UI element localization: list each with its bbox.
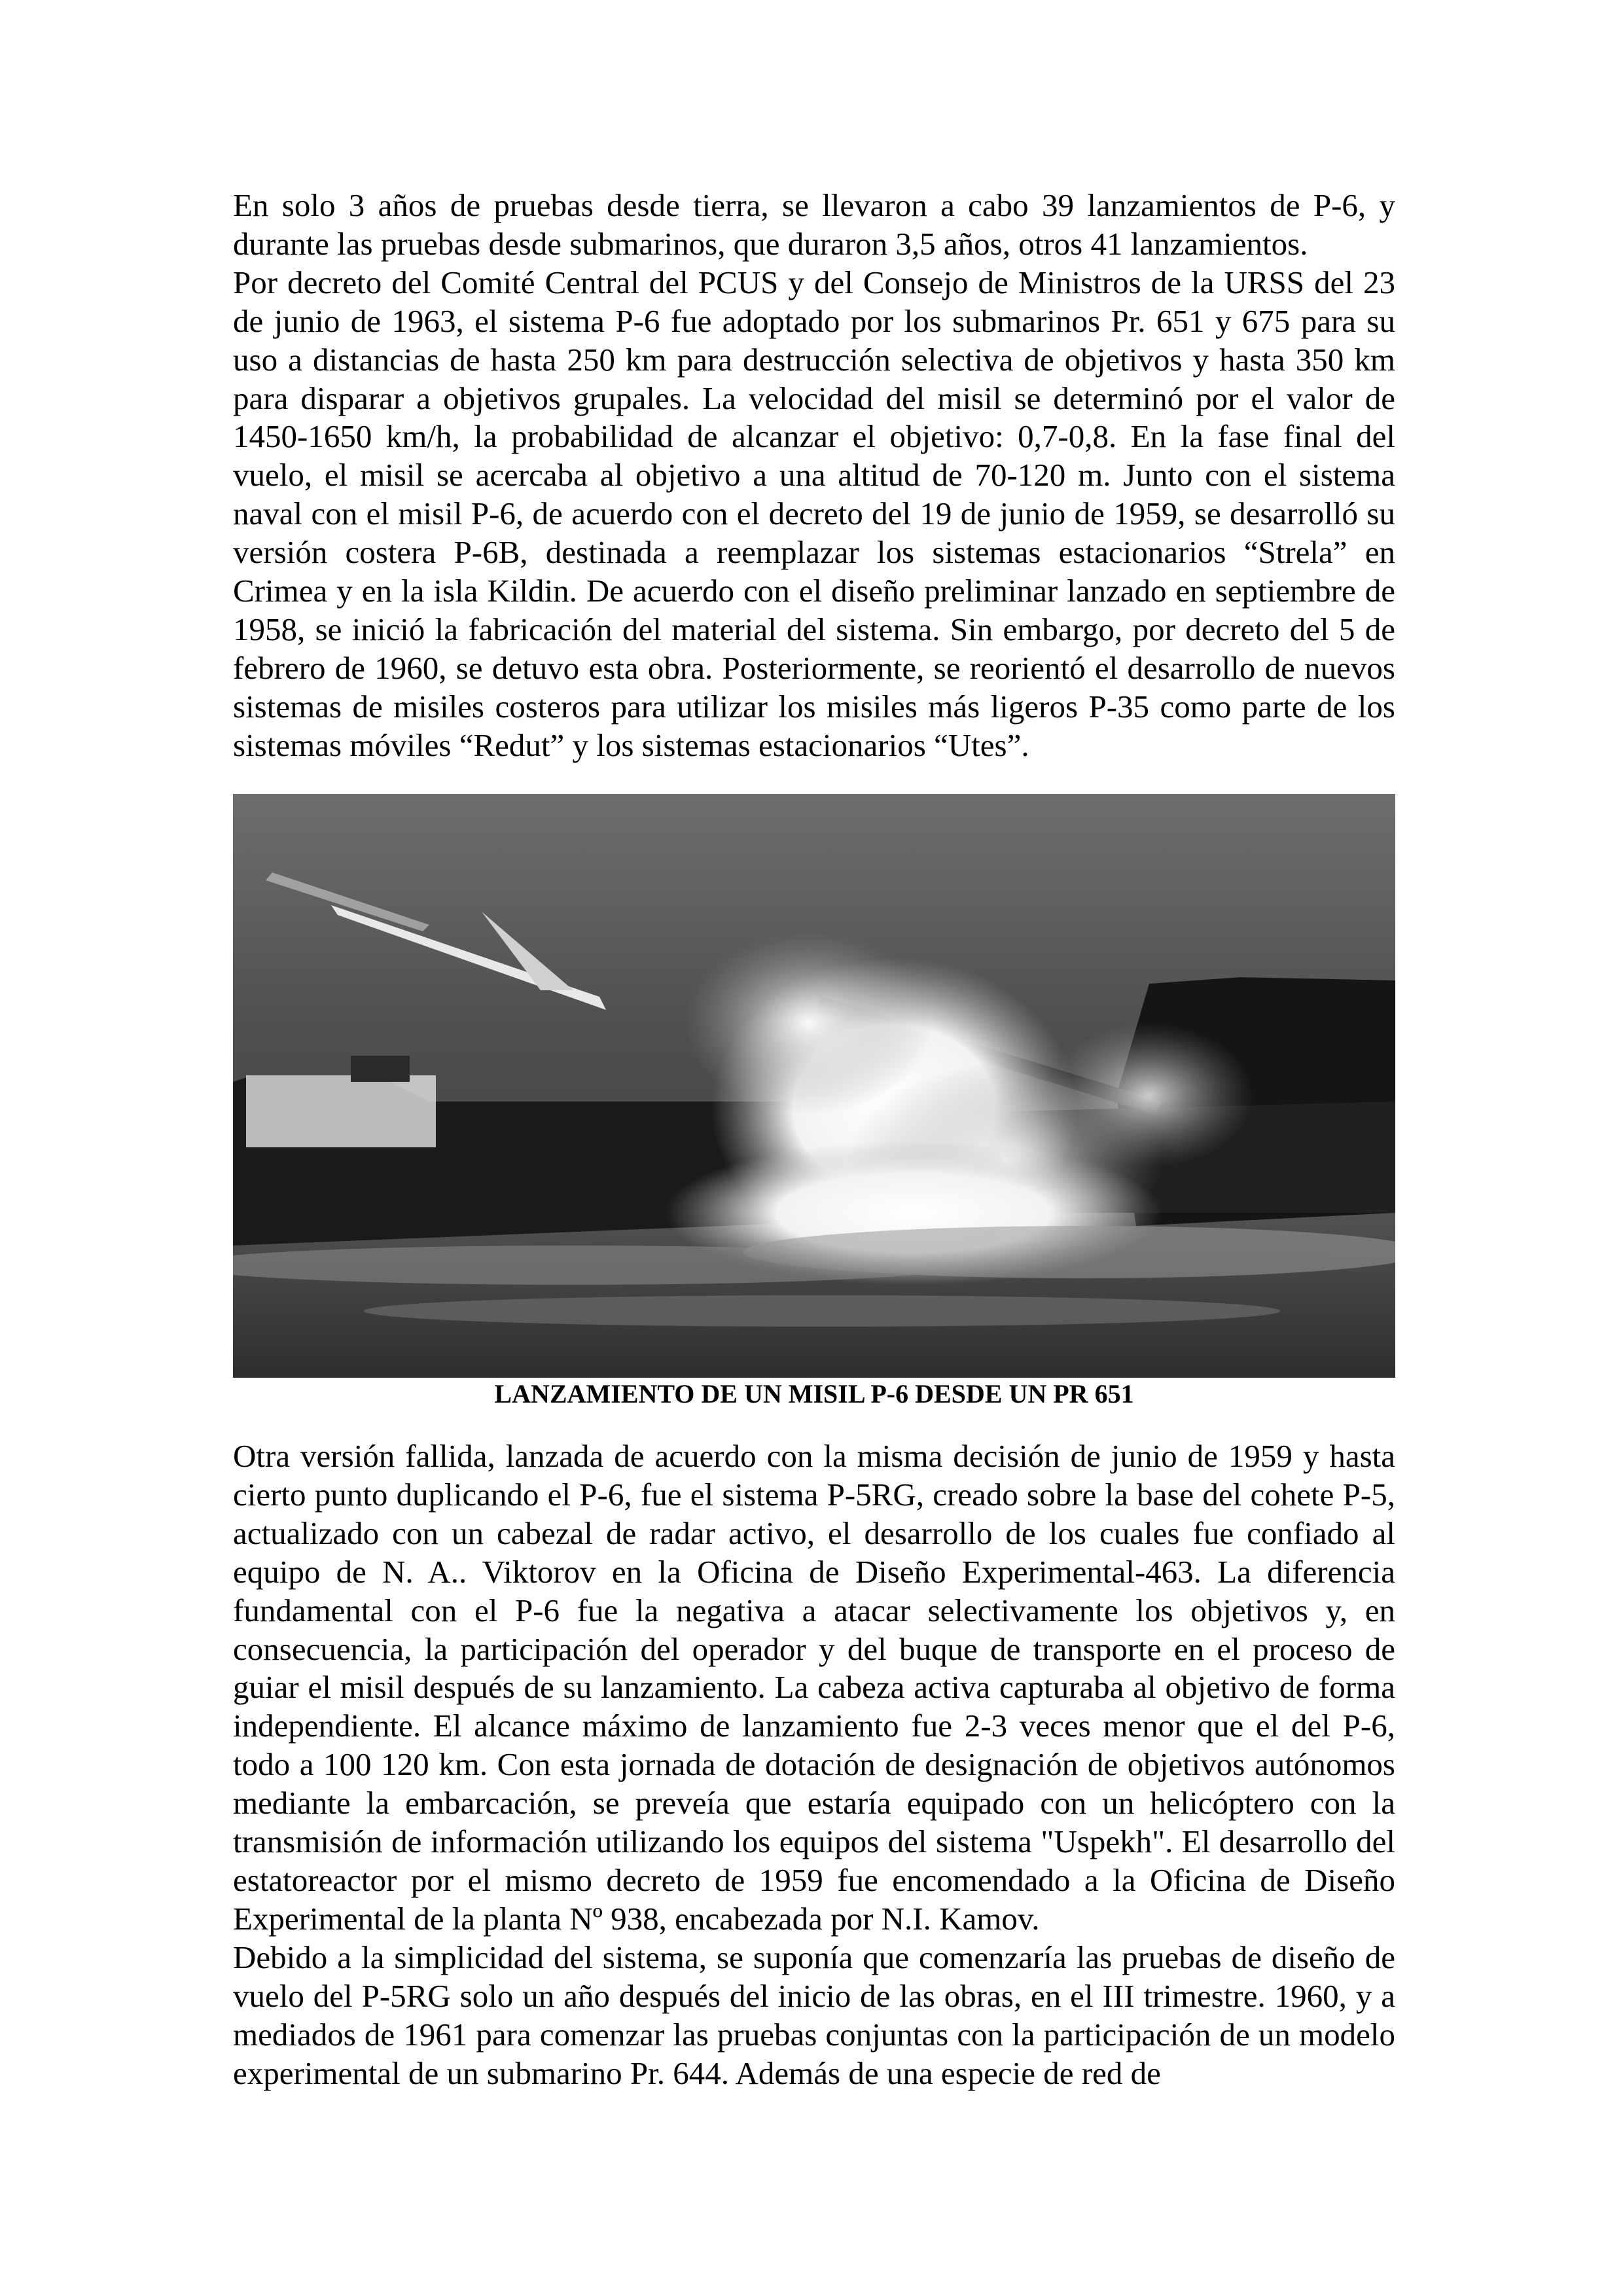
paragraph: Por decreto del Comité Central del PCUS y del Consejo de Ministros de la URSS del 23 de junio de 1963, el sistema P-6 fue adoptado por los submarinos Pr. 651 y 675 para su uso a distancias de hasta 250 km para destrucción selectiva de objetivos y hasta 350 km para disparar a objetivos grupales. La velocidad del misil se determinó por el valor de 1450-1650 km/h, la probabilidad de alcanzar el objetivo: 0,7-0,8. En la fase final del vuelo, el misil se acercaba al objetivo a una altitud de 70-120 m. Junto con el sistema naval con el misil P-6, de acuerdo con el decreto del 19 de junio de 1959, se desarrolló su versión costera P-6B, destinada a reemplazar los sistemas estacionarios “Strela” en Crimea y en la isla Kildin. De acuerdo con el diseño preliminar lanzado en septiembre de 1958, se inició la fabricación del material del sistema. Sin embargo, por decreto del 5 de febrero de 1960, se detuvo esta obra. Posteriormente, se reorientó el desarrollo de nuevos sistemas de misiles costeros para utilizar los misiles más ligeros P-35 como parte de los sistemas móviles “Redut” y los sistemas estacionarios “Utes”. bbox=[233, 264, 1395, 763]
figure-caption: LANZAMIENTO DE UN MISIL P-6 DESDE UN PR 651 bbox=[494, 1379, 1134, 1408]
paragraph: Otra versión fallida, lanzada de acuerdo con la misma decisión de junio de 1959 y hasta cierto punto duplicando el P-6, fue el sistema P-5RG, creado sobre la base del cohete P-5, actualizado con un cabezal de radar activo, el desarrollo de los cuales fue confiado al equipo de N. A.. Viktorov en la Oficina de Diseño Experimental-463. La diferencia fundamental con el P-6 fue la negativa a atacar selectivamente los objetivos y, en consecuencia, la participación del operador y del buque de transporte en el proceso de guiar el misil después de su lanzamiento. La cabeza activa capturaba al objetivo de forma independiente. El alcance máximo de lanzamiento fue 2-3 veces menor que el del P-6, todo a 100 120 km. Con esta jornada de dotación de designación de objetivos autónomos mediante la embarcación, se preveía que estaría equipado con un helicóptero con la transmisión de información utilizando los equipos del sistema "Uspekh". El desarrollo del estatoreactor por el mismo decreto de 1959 fue encomendado a la Oficina de Diseño Experimental de la planta Nº 938, encabezada por N.I. Kamov. bbox=[233, 1438, 1395, 1937]
text-block-bottom bbox=[233, 1437, 1395, 2092]
paragraph: En solo 3 años de pruebas desde tierra, se llevaron a cabo 39 lanzamientos de P-6, y durante las pruebas desde submarinos, que duraron 3,5 años, otros 41 lanzamientos. bbox=[233, 187, 1395, 262]
photo-illustration bbox=[233, 794, 1395, 1378]
photo-missile-launch bbox=[233, 794, 1395, 1378]
paragraph: Debido a la simplicidad del sistema, se suponía que comenzaría las pruebas de diseño de vuelo del P-5RG solo un año después del inicio de las obras, en el III trimestre. 1960, y a mediados de 1961 para comenzar las pruebas conjuntas con la participación de un modelo experimental de un submarino Pr. 644. Además de una especie de red de bbox=[233, 1939, 1395, 2091]
text-block-top bbox=[233, 187, 1395, 765]
